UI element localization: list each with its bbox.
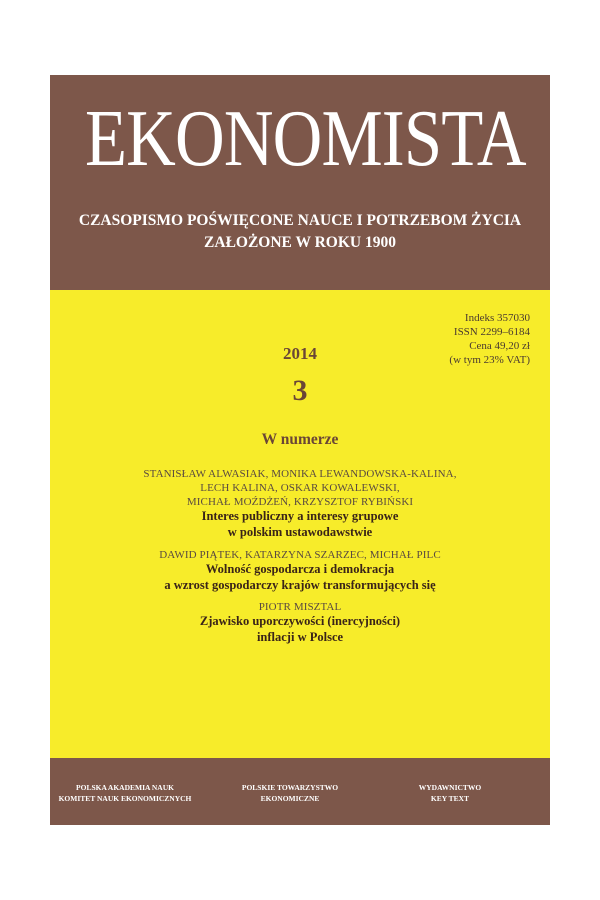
article-3-title-line-1: Zjawisko uporczywości (inercyjności) [199, 614, 401, 628]
issue-number: 3 [292, 374, 308, 407]
publisher-key-text-line-1: WYDAWNICTWO [418, 783, 482, 792]
cover-header-band [50, 75, 550, 290]
article-1-authors-line-2: LECH KALINA, OSKAR KOWALEWSKI, [200, 482, 400, 494]
article-3-title-line-2: inflacji w Polsce [256, 630, 344, 644]
article-3-authors: PIOTR MISZTAL [258, 601, 342, 613]
publisher-pan-line-1: POLSKA AKADEMIA NAUK [76, 783, 174, 792]
publisher-pan-line-2: KOMITET NAUK EKONOMICZNYCH [58, 794, 192, 803]
article-1-title-line-1: Interes publiczny a interesy grupowe [201, 509, 399, 523]
article-2-title-line-2: a wzrost gospodarczy krajów transformujących się [164, 578, 436, 592]
publisher-pte [220, 782, 360, 804]
journal-cover [50, 75, 550, 825]
article-1-authors-line-3: MICHAŁ MOŹDŻEŃ, KRZYSZTOF RYBIŃSKI [186, 496, 414, 508]
issue-year: 2014 [283, 344, 317, 363]
journal-subtitle-line-2: ZAŁOŻONE W ROKU 1900 [204, 234, 396, 251]
cover-footer-band [50, 758, 550, 825]
publisher-key-text-line-2: KEY TEXT [430, 794, 470, 803]
publisher-key-text [400, 782, 500, 804]
article-1-title-line-2: w polskim ustawodawstwie [227, 525, 373, 539]
article-2-title-line-1: Wolność gospodarcza i demokracja [205, 562, 395, 576]
journal-subtitle-line-1: CZASOPISMO POŚWIĘCONE NAUCE I POTRZEBOM ŻYCIA [78, 212, 522, 229]
publisher-pte-line-2: EKONOMICZNE [260, 794, 320, 803]
contents-heading: W numerze [261, 431, 339, 448]
index-number: Indeks 357030 [464, 312, 530, 324]
price: Cena 49,20 zł [469, 340, 530, 352]
article-2-authors: DAWID PIĄTEK, KATARZYNA SZARZEC, MICHAŁ PILC [159, 549, 441, 561]
vat-note: (w tym 23% VAT) [449, 354, 530, 366]
journal-title: EKONOMISTA [85, 95, 526, 183]
publisher-pan [50, 782, 200, 804]
publisher-pte-line-1: POLSKIE TOWARZYSTWO [241, 783, 339, 792]
article-1-authors-line-1: STANISŁAW ALWASIAK, MONIKA LEWANDOWSKA-KALINA, [143, 468, 457, 480]
issn-number: ISSN 2299–6184 [453, 326, 530, 338]
